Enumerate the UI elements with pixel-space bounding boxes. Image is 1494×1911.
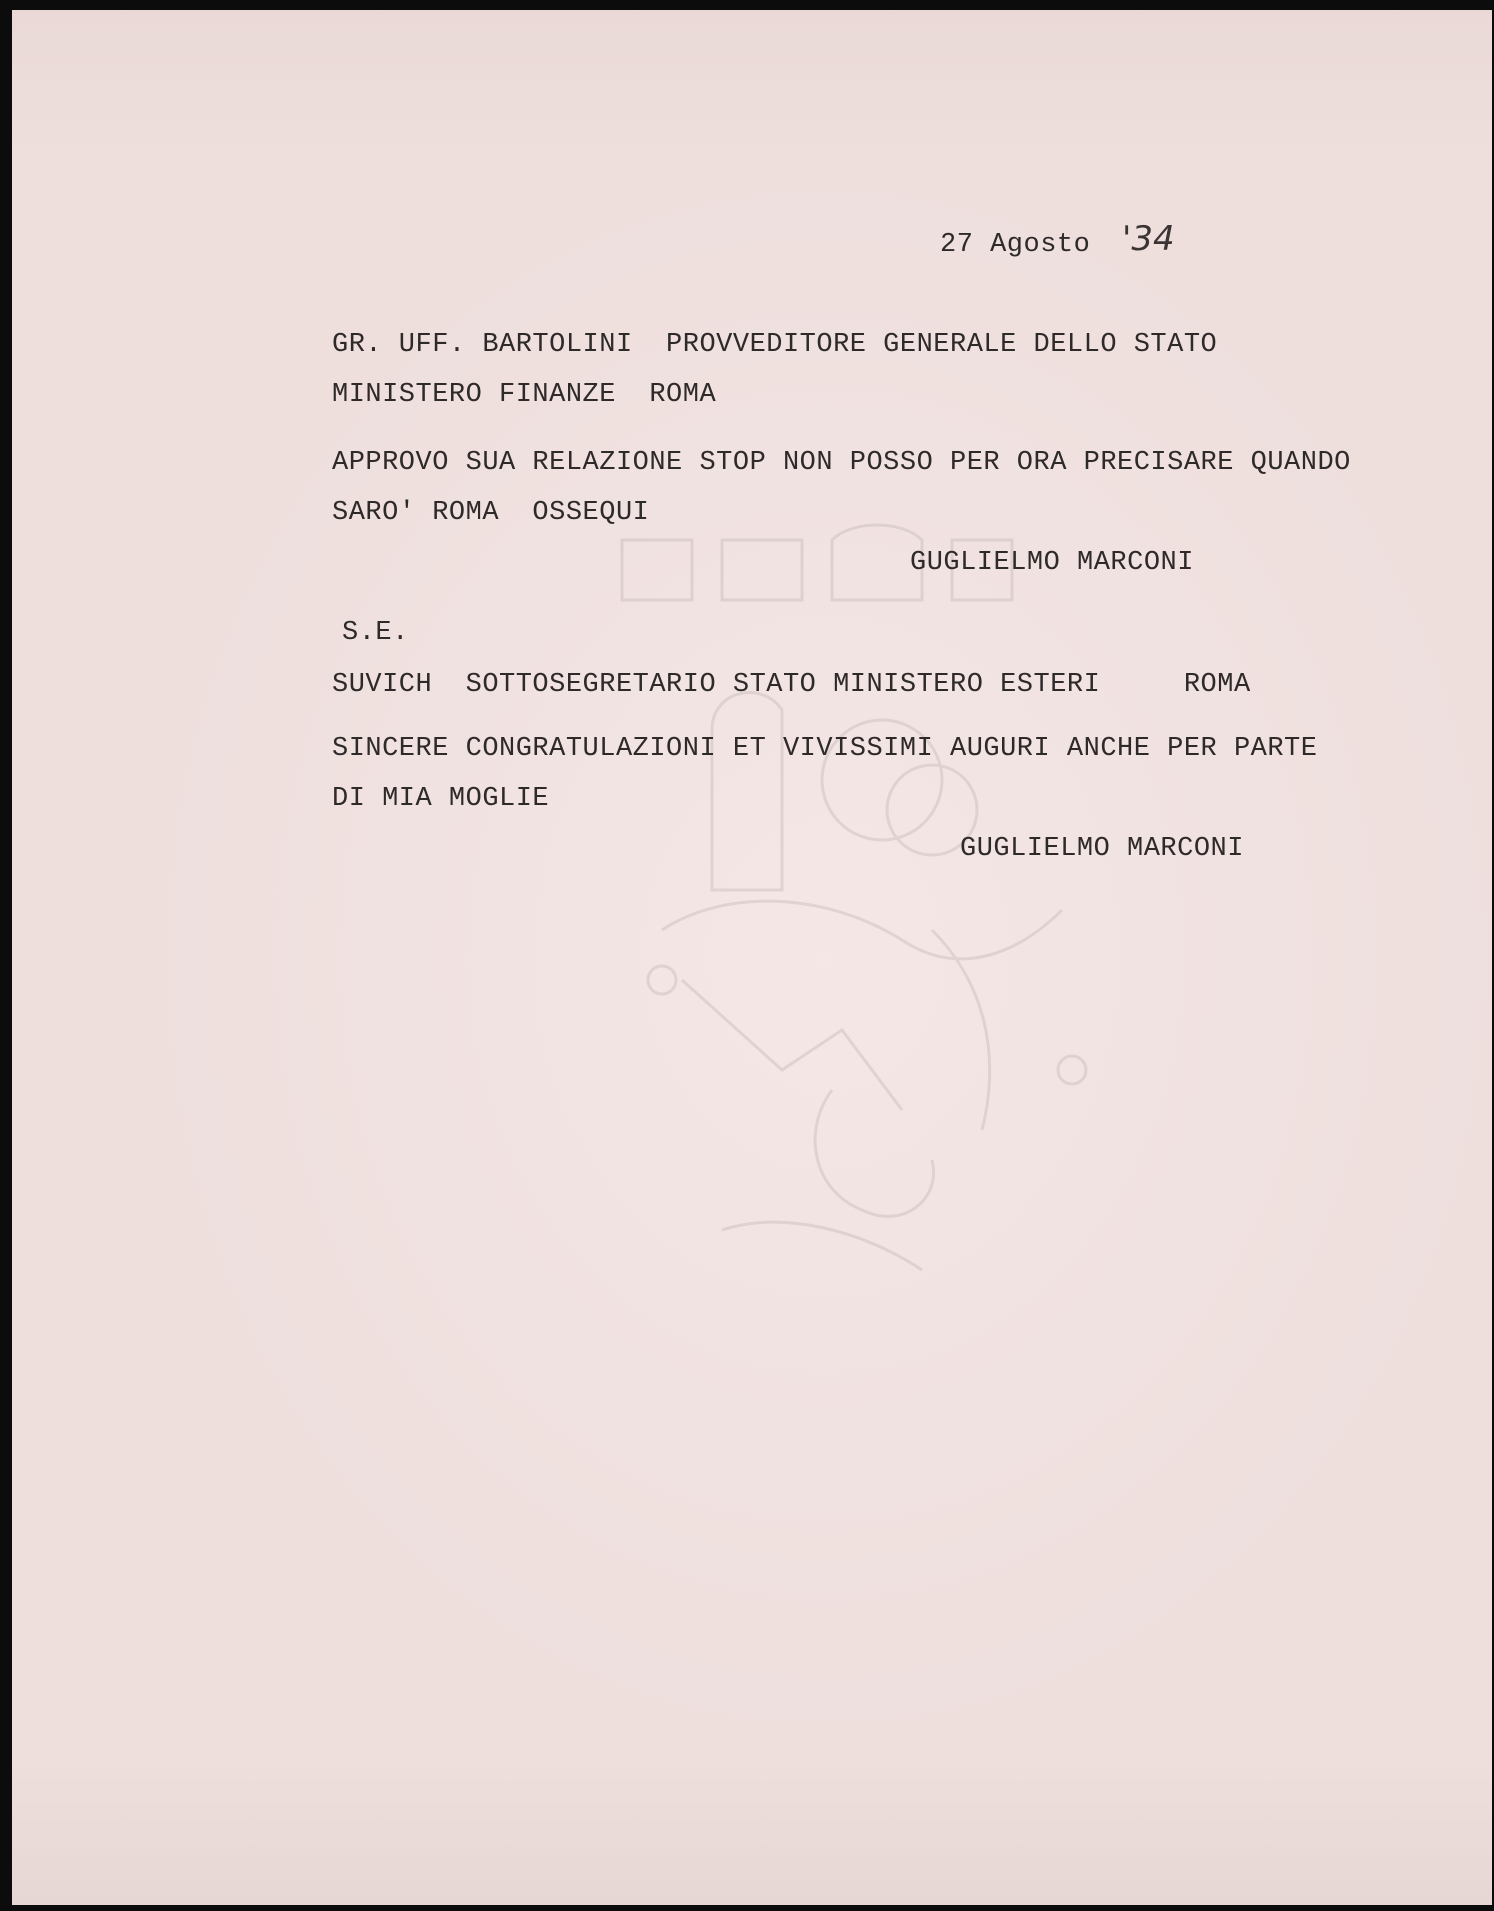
handwritten-year: '34: [1122, 219, 1175, 259]
paper-sheet: [12, 10, 1492, 1905]
watermark-emblem-icon: [602, 510, 1162, 1290]
telegram-1-recipient-line-2: MINISTERO FINANZE ROMA: [332, 380, 717, 410]
telegram-2-body-line-2: DI MIA MOGLIE: [332, 784, 550, 814]
telegram-1-recipient-line-1: GR. UFF. BARTOLINI PROVVEDITORE GENERALE DELLO STATO: [332, 330, 1218, 360]
telegram-1-body-line-2: SARO' ROMA OSSEQUI: [332, 498, 650, 528]
telegram-2-signature: GUGLIELMO MARCONI: [960, 834, 1244, 864]
telegram-1-signature: GUGLIELMO MARCONI: [910, 548, 1194, 578]
telegram-1-body-line-1: APPROVO SUA RELAZIONE STOP NON POSSO PER ORA PRECISARE QUANDO: [332, 448, 1351, 478]
telegram-2-body-line-1: SINCERE CONGRATULAZIONI ET VIVISSIMI AUGURI ANCHE PER PARTE: [332, 734, 1318, 764]
telegram-2-recipient-line: SUVICH SOTTOSEGRETARIO STATO MINISTERO ESTERI ROMA: [332, 670, 1251, 700]
document-date: 27 Agosto: [940, 230, 1091, 260]
telegram-2-honorific: S.E.: [342, 618, 409, 648]
